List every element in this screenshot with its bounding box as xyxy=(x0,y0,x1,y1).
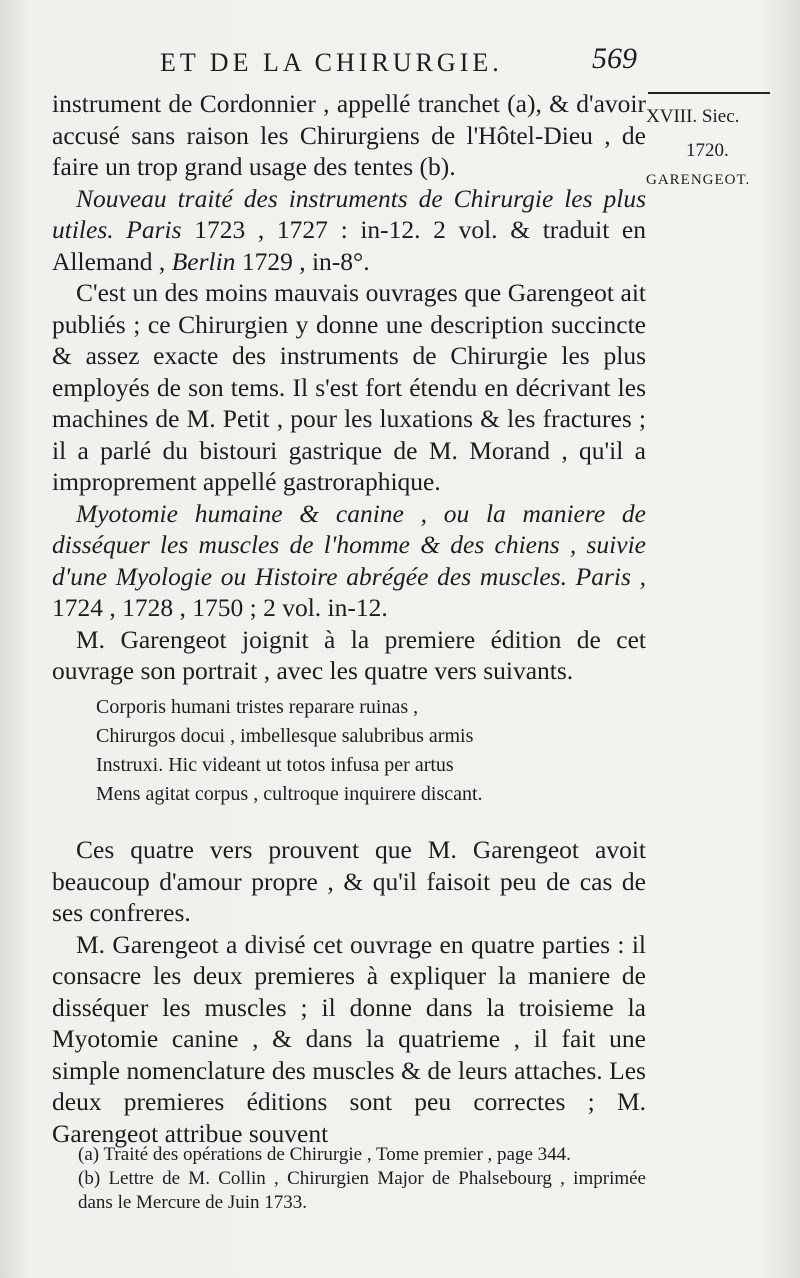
paragraph-7: M. Garengeot a divisé cet ouvrage en quatre parties : il consacre les deux premieres à expliquer la maniere de disséquer les muscles ; il donne dans la troisieme la Myotomie canine , & dans la quatrieme , il fait une simple nomenclature des muscles & de leurs attaches. Les deux premieres éditions sont peu correctes ; M. Garengeot attribue souvent xyxy=(52,929,646,1148)
paragraph-6: Ces quatre vers prouvent que M. Garengeot avoit beaucoup d'amour propre , & qu'il faisoit peu de cas de ses confreres. xyxy=(52,835,646,927)
margin-note-author: GARENGEOT. xyxy=(646,172,751,188)
verse-line: Chirurgos docui , imbellesque salubribus armis xyxy=(96,725,474,747)
footnotes xyxy=(78,1143,646,1215)
editions-instruments: 1723 , 1727 : in-12. 2 vol. & traduit en Allemand , xyxy=(52,215,647,276)
text-block-top xyxy=(52,88,646,687)
paragraph-2 xyxy=(52,183,646,278)
book-title-instruments: Nouveau traité des instruments de Chirurgie les plus utiles. Paris xyxy=(52,183,646,244)
running-title: ET DE LA CHIRURGIE. xyxy=(160,48,503,77)
margin-note-century: XVIII. Siec. xyxy=(646,106,740,127)
footnote-b: (b) Lettre de M. Collin , Chirurgien Major de Phalsebourg , imprimée dans le Mercure de Juin 1733. xyxy=(78,1168,646,1213)
verse-line: Corporis humani tristes reparare ruinas , xyxy=(96,696,419,718)
latin-verses xyxy=(96,693,636,809)
margin-note-year: 1720. xyxy=(686,140,729,161)
verse-line: Instruxi. Hic videant ut totos infusa per artus xyxy=(96,754,454,776)
margin-rule xyxy=(648,92,770,94)
paragraph-4 xyxy=(52,498,646,624)
editions-myotomie: 1724 , 1728 , 1750 ; 2 vol. in-12. xyxy=(52,593,388,622)
verse-line: Mens agitat corpus , cultroque inquirere discant. xyxy=(96,783,483,805)
text-block-bottom xyxy=(52,834,646,1149)
paragraph-5: M. Garengeot joignit à la premiere édition de cet ouvrage son portrait , avec les quatre vers suivants. xyxy=(52,624,646,685)
paragraph-3: C'est un des moins mauvais ouvrages que Garengeot ait publiés ; ce Chirurgien y donne une description succincte & assez exacte des instruments de Chirurgie les plus employés de son tems. Il s'est fort étendu en décrivant les machines de M. Petit , pour les luxations & les fractures ; il a parlé du bistouri gastrique de M. Morand , qu'il a improprement appellé gastroraphique. xyxy=(52,278,646,496)
footnote-a: (a) Traité des opérations de Chirurgie , Tome premier , page 344. xyxy=(78,1144,571,1165)
edition-berlin: 1729 , in-8°. xyxy=(241,246,370,276)
city-berlin: Berlin xyxy=(171,246,236,276)
paragraph-1: instrument de Cordonnier , appellé tranchet (a), & d'avoir accusé sans raison les Chirurgiens de l'Hôtel-Dieu , de faire un trop grand usage des tentes (b). xyxy=(52,89,646,181)
book-title-myotomie: Myotomie humaine & canine , ou la maniere de disséquer les muscles de l'homme & des chiens , suivie d'une Myologie ou Histoire abrégée des muscles. Paris , xyxy=(52,498,646,591)
page-number: 569 xyxy=(592,42,637,75)
